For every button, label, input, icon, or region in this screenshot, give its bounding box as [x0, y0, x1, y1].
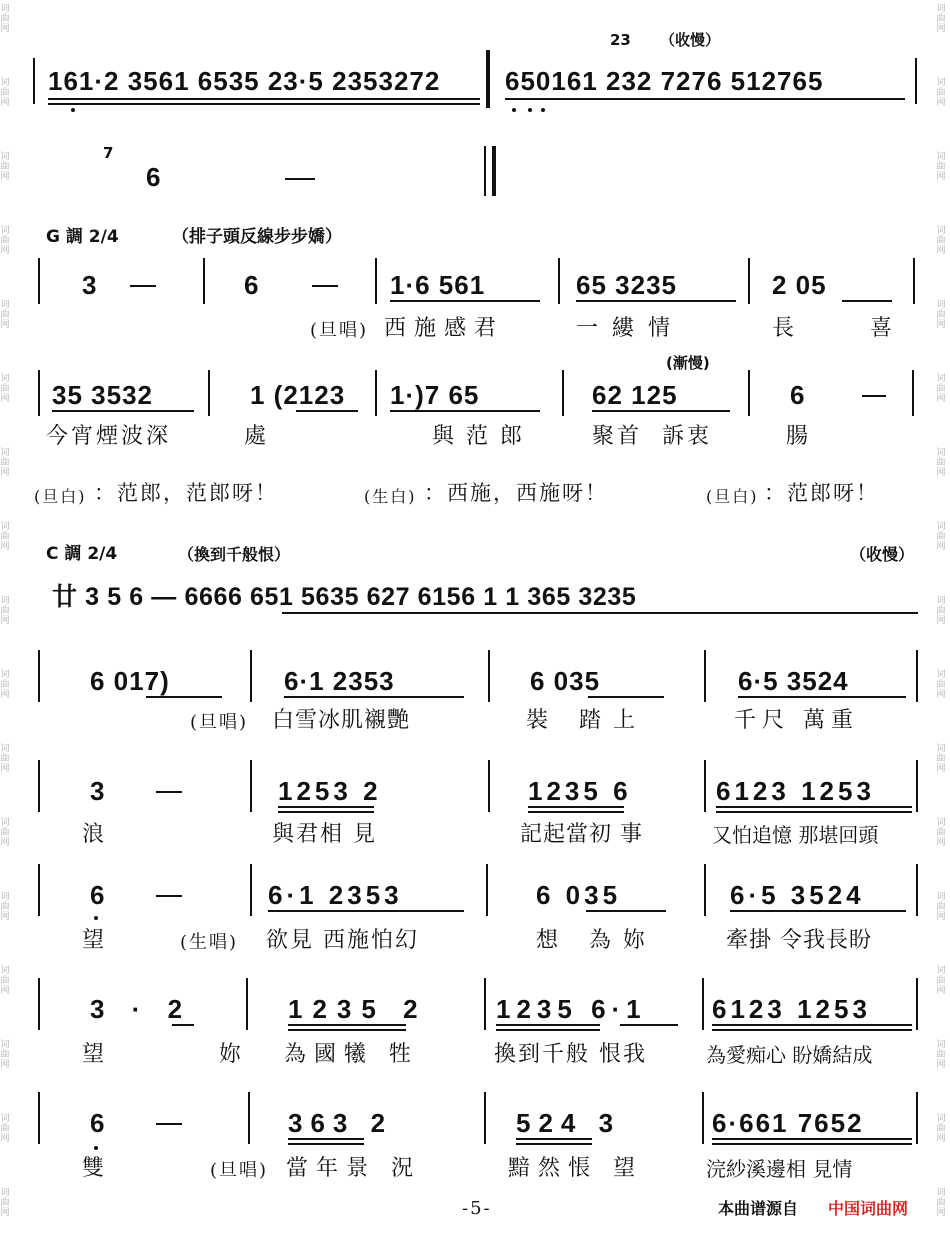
s2-r5-m4: 6·661 7652	[712, 1108, 864, 1138]
barline	[704, 650, 706, 702]
barline	[916, 760, 918, 812]
barline	[562, 370, 564, 416]
extension-dash	[156, 895, 182, 897]
lyric: 記起當初 事	[520, 822, 643, 847]
beam	[712, 1029, 912, 1031]
s2-r1-m3: 6 035	[530, 666, 601, 696]
barline	[38, 258, 40, 304]
barline	[38, 978, 40, 1030]
watermark-mark: 词曲网	[936, 892, 946, 922]
barline	[33, 58, 35, 104]
barline	[558, 258, 560, 304]
role-label: (旦唱)	[310, 320, 369, 341]
lyric: 望 妳	[82, 1042, 295, 1067]
role-label: (生唱)	[180, 932, 239, 953]
s1-measure-5: 2 05	[772, 270, 827, 300]
s2-intro: 廿 3 5 6 — 6666 651 5635 627 6156 1 1 365 3235	[52, 583, 637, 611]
beam	[278, 806, 374, 808]
s1-measure-10: 6	[790, 380, 806, 410]
barline	[913, 258, 915, 304]
lyric: 為愛痴心 盼嬌結成	[706, 1043, 873, 1067]
section2-key: C 調 2/4	[46, 544, 118, 564]
lyric: 西施感君	[384, 316, 505, 341]
s1-measure-9: 62 125	[592, 380, 678, 410]
watermark-mark: 词曲网	[936, 1188, 946, 1218]
left-watermark-strip	[0, 0, 14, 1240]
lyric: 黯然悵 望	[508, 1156, 643, 1181]
barline	[246, 978, 248, 1030]
watermark-mark: 词曲网	[936, 1040, 946, 1070]
barline	[916, 1092, 918, 1144]
section1-key: G 調 2/4	[46, 227, 119, 247]
s2-r1-m4: 6·5 3524	[738, 666, 849, 696]
s2-r1-m2: 6·1 2353	[284, 666, 395, 696]
beam	[390, 300, 540, 302]
extension-dash	[862, 395, 886, 397]
lyric: 今宵煙波深	[46, 424, 172, 449]
s2-r2-m3: 1235 6	[528, 776, 632, 806]
lyric: 與君相 見	[272, 822, 377, 847]
watermark-mark: 词曲网	[0, 892, 10, 922]
s2-r2-m4: 6123 1253	[716, 776, 875, 806]
watermark-mark: 词曲网	[936, 596, 946, 626]
barline	[250, 864, 252, 916]
tempo-mark: （收慢）	[850, 545, 915, 564]
barline	[915, 58, 917, 104]
lyric: 欲見 西施怕幻	[266, 928, 419, 953]
watermark-mark: 词曲网	[0, 152, 10, 182]
barline	[484, 978, 486, 1030]
octave-dot	[71, 108, 75, 112]
lyric: 換到千般 恨我	[494, 1042, 647, 1067]
extension-dash	[312, 285, 338, 287]
end-barline-thick	[492, 146, 496, 196]
lyric: 長	[772, 316, 798, 341]
barline	[375, 370, 377, 416]
s2-r4-m3: 1235 6·1	[496, 994, 647, 1024]
lyric: 想 為妳	[536, 928, 657, 953]
barline	[748, 370, 750, 416]
s2-r3-m4: 6·5 3524	[730, 880, 865, 910]
s2-r5-m3: 524 3	[516, 1108, 622, 1138]
end-barline	[912, 370, 914, 416]
s1-measure-6: 35 3532	[52, 380, 153, 410]
watermark-mark: 词曲网	[0, 966, 10, 996]
s2-r3-m2: 6·1 2353	[268, 880, 403, 910]
right-watermark-strip	[936, 0, 950, 1240]
beam	[288, 1029, 406, 1031]
watermark-mark: 词曲网	[0, 448, 10, 478]
s2-r4-m1: 3 · 2	[90, 994, 193, 1024]
watermark-mark: 词曲网	[0, 1188, 10, 1218]
watermark-mark: 词曲网	[936, 966, 946, 996]
watermark-mark: 词曲网	[936, 818, 946, 848]
beam	[496, 1024, 600, 1026]
lyric: 一縷情	[576, 316, 685, 341]
s2-r5-m1: 6	[90, 1108, 106, 1138]
octave-dot	[541, 108, 545, 112]
watermark-mark: 词曲网	[936, 374, 946, 404]
beam	[738, 696, 906, 698]
beam	[576, 300, 736, 302]
beam	[296, 410, 358, 412]
end-barline	[484, 146, 486, 196]
barline	[486, 864, 488, 916]
barline	[704, 864, 706, 916]
lyric: 牽掛 令我長盼	[726, 928, 872, 953]
extension-dash	[156, 791, 182, 793]
lyric: 為國犧 牲	[284, 1042, 419, 1067]
lyric: 裝 踏上	[526, 708, 647, 733]
beam	[620, 1024, 678, 1026]
s1-measure-3: 1·6 561	[390, 270, 486, 300]
watermark-mark: 词曲网	[0, 818, 10, 848]
extension-dash	[285, 178, 315, 180]
barline	[484, 1092, 486, 1144]
s2-r4-m4: 6123 1253	[712, 994, 871, 1024]
s1-measure-4: 65 3235	[576, 270, 677, 300]
s2-r3-m3: 6 035	[536, 880, 622, 910]
lyric: 白雪冰肌襯艷	[272, 708, 411, 733]
watermark-mark: 词曲网	[936, 670, 946, 700]
beam	[496, 1029, 600, 1031]
beam	[288, 1024, 406, 1026]
beam	[288, 1138, 364, 1140]
lyric: 當年景 況	[286, 1156, 421, 1181]
lyric: 腸	[786, 424, 812, 449]
s2-r4-m2: 1235 2	[288, 994, 428, 1024]
lyric: 浣紗溪邊相 見情	[706, 1157, 853, 1181]
lyric: 雙	[82, 1156, 108, 1181]
beam	[48, 98, 480, 100]
barline	[704, 760, 706, 812]
barline	[38, 650, 40, 702]
s1-measure-7: 1 (2123	[250, 380, 346, 410]
watermark-mark: 词曲网	[0, 78, 10, 108]
watermark-mark: 词曲网	[0, 670, 10, 700]
watermark-mark: 词曲网	[0, 1040, 10, 1070]
barline	[916, 650, 918, 702]
barline	[248, 1092, 250, 1144]
lyric: 又怕追憶 那堪回頭	[712, 823, 879, 847]
lyric: 望	[82, 928, 108, 953]
watermark-mark: 词曲网	[0, 226, 10, 256]
beam	[528, 811, 624, 813]
watermark-mark: 词曲网	[936, 226, 946, 256]
octave-dot	[94, 916, 98, 920]
double-barline	[486, 50, 490, 108]
watermark-mark: 词曲网	[936, 300, 946, 330]
barline	[748, 258, 750, 304]
site-link[interactable]: 中国词曲网	[828, 1199, 909, 1218]
lyric: 處	[244, 424, 270, 449]
lyric: 聚首	[592, 424, 643, 449]
barline	[488, 650, 490, 702]
barline	[702, 1092, 704, 1144]
beam	[288, 1143, 364, 1145]
beam	[592, 410, 730, 412]
octave-dot	[512, 108, 516, 112]
beam	[516, 1138, 592, 1140]
barline	[208, 370, 210, 416]
beam	[528, 806, 624, 808]
lyric: 浪	[82, 822, 108, 847]
watermark-mark: 词曲网	[0, 1114, 10, 1144]
watermark-mark: 词曲网	[0, 374, 10, 404]
barline	[250, 760, 252, 812]
dialogue-text: ：范郎，范郎呀！	[94, 481, 278, 505]
page-number: -5-	[462, 1198, 492, 1219]
role-label: (旦唱)	[190, 712, 249, 733]
s2-r3-m1: 6	[90, 880, 106, 910]
watermark-mark: 词曲网	[0, 300, 10, 330]
lyric: 訴衷	[662, 424, 713, 449]
s2-r5-m2: 363 2	[288, 1108, 394, 1138]
s1-measure-1: 3	[82, 270, 98, 300]
beam	[52, 410, 194, 412]
beam	[268, 910, 464, 912]
barline	[38, 760, 40, 812]
s2-r2-m2: 1253 2	[278, 776, 382, 806]
octave-dot	[528, 108, 532, 112]
watermark-mark: 词曲网	[0, 522, 10, 552]
watermark-mark: 词曲网	[936, 522, 946, 552]
beam	[716, 811, 912, 813]
watermark-mark: 词曲网	[936, 152, 946, 182]
barline	[38, 370, 40, 416]
section1-title: （排子頭反線步步嬌）	[172, 227, 342, 247]
watermark-mark: 词曲网	[0, 596, 10, 626]
beam	[146, 696, 222, 698]
beam	[284, 696, 464, 698]
beam	[712, 1143, 912, 1145]
watermark-mark: 词曲网	[936, 78, 946, 108]
barline	[916, 864, 918, 916]
beam	[588, 696, 664, 698]
beam	[516, 1143, 592, 1145]
beam	[716, 806, 912, 808]
watermark-mark: 词曲网	[936, 4, 946, 34]
octave-dot	[94, 1146, 98, 1150]
source-label: 本曲谱源自	[718, 1199, 799, 1218]
s2-r2-m1: 3	[90, 776, 106, 806]
beam	[282, 612, 918, 614]
lyric: 喜	[870, 316, 896, 341]
line1-measure-1: 161·2 3561 6535 23·5 2353272	[48, 66, 441, 96]
barline	[488, 760, 490, 812]
role-label: (旦唱)	[210, 1160, 269, 1181]
role-label: (旦白)	[706, 487, 759, 506]
beam	[842, 300, 892, 302]
beam	[172, 1024, 194, 1026]
lyric: 千尺 萬重	[734, 708, 859, 733]
tempo-mark: （收慢）	[660, 31, 721, 49]
beam	[586, 910, 666, 912]
watermark-mark: 词曲网	[936, 744, 946, 774]
line2-note: 6	[146, 162, 162, 192]
watermark-mark: 词曲网	[936, 1114, 946, 1144]
barline	[38, 864, 40, 916]
barline	[203, 258, 205, 304]
grace-note: 23	[610, 31, 631, 49]
s1-measure-2: 6	[244, 270, 260, 300]
beam	[712, 1024, 912, 1026]
dialogue-text: ：范郎呀！	[764, 481, 879, 505]
barline	[916, 978, 918, 1030]
beam	[730, 910, 906, 912]
s2-r1-m1: 6 017)	[90, 666, 170, 696]
grace-note: 7	[103, 144, 114, 162]
role-label: (旦白)	[34, 487, 87, 506]
section2-title: （換到千般恨）	[178, 545, 291, 564]
beam	[278, 811, 374, 813]
barline	[38, 1092, 40, 1144]
extension-dash	[156, 1123, 182, 1125]
line1-measure-2: 650161 232 7276 512765	[505, 66, 824, 96]
watermark-mark: 词曲网	[0, 744, 10, 774]
barline	[250, 650, 252, 702]
barline	[702, 978, 704, 1030]
watermark-mark: 词曲网	[936, 448, 946, 478]
beam	[48, 103, 480, 105]
tempo-mark: (漸慢)	[666, 354, 710, 372]
dialogue-text: ：西施，西施呀！	[424, 481, 608, 505]
s1-measure-8: 1·)7 65	[390, 380, 480, 410]
beam	[505, 98, 905, 100]
barline	[375, 258, 377, 304]
lyric: 與范郎	[432, 424, 535, 449]
watermark-mark: 词曲网	[0, 4, 10, 34]
extension-dash	[130, 285, 156, 287]
role-label: (生白)	[364, 487, 417, 506]
beam	[712, 1138, 912, 1140]
beam	[390, 410, 540, 412]
